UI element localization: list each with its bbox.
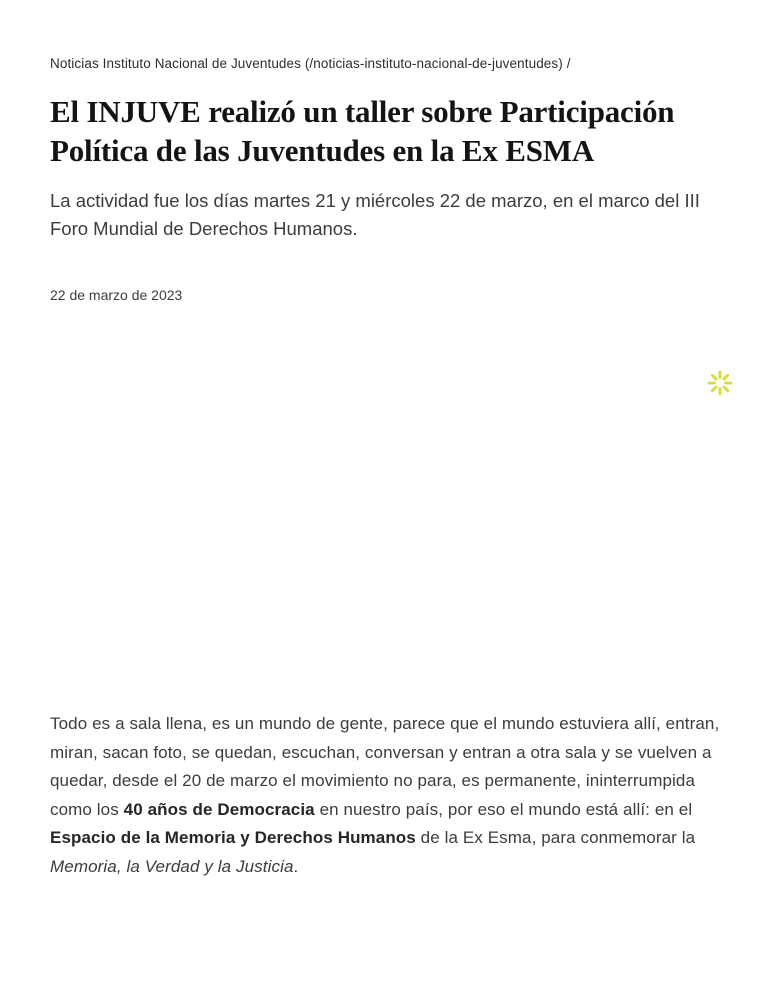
article-date: 22 de marzo de 2023: [50, 287, 183, 304]
body-text-segment: en nuestro país, por eso el mundo está allí: en el: [314, 799, 693, 819]
body-text-italic-memoria-verdad-justicia: Memoria, la Verdad y la Justicia: [50, 856, 294, 876]
article-image-placeholder: [50, 322, 723, 710]
body-text-bold-espacio-memoria: Espacio de la Memoria y Derechos Humanos: [50, 828, 416, 848]
article-body-paragraph: [50, 710, 723, 881]
body-text-bold-democracia: 40 años de Democracia: [123, 799, 315, 819]
article-lead: La actividad fue los días martes 21 y miércoles 22 de marzo, en el marco del III Foro Mundial de Derechos Humanos.: [50, 190, 700, 240]
breadcrumb-separator: /: [566, 56, 571, 71]
breadcrumb-link-noticias[interactable]: Noticias Instituto Nacional de Juventudes (/noticias-instituto-nacional-de-juventudes): [50, 56, 563, 71]
body-text-segment: de la Ex Esma, para conmemorar la: [415, 828, 696, 848]
article-title: El INJUVE realizó un taller sobre Participación Política de las Juventudes en la Ex ESMA: [50, 94, 675, 169]
loading-spinner-icon: [707, 370, 733, 396]
body-text-segment: .: [293, 856, 299, 876]
body-text-segment: Todo es a sala llena, es un mundo de gente, parece que el mundo estuviera allí, entran, miran, sacan foto, se quedan, escuchan, conversan y entran a otra sala y se vuelven a quedar, desde el 20 de marzo el movimiento no para, es permanente, ininterrumpida como los: [50, 714, 720, 819]
breadcrumb: [50, 55, 723, 72]
